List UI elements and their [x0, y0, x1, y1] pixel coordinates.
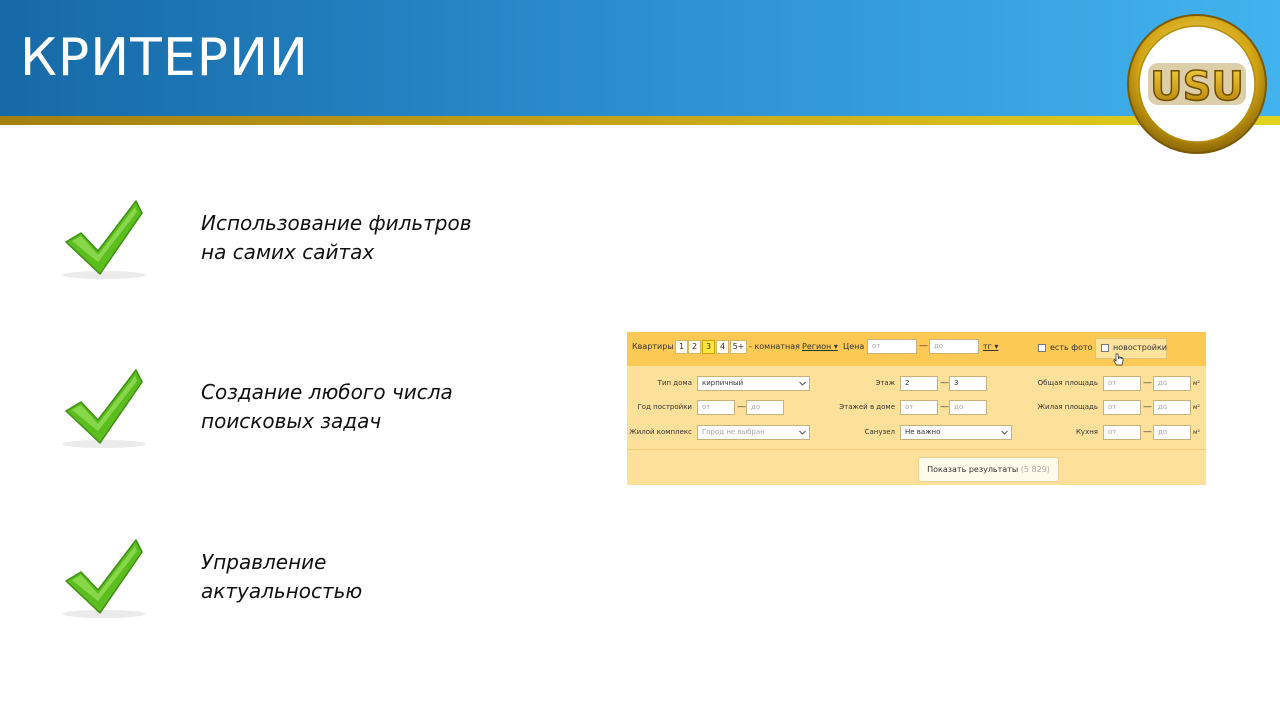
region-label: Регион: [802, 342, 832, 351]
currency-dropdown[interactable]: [983, 342, 998, 351]
bullet-item: [56, 537, 616, 627]
house-type-select[interactable]: [697, 376, 810, 391]
check-icon: [56, 537, 156, 627]
house-type-value: кирпичный: [702, 379, 744, 387]
bullet-text: [201, 378, 453, 436]
bathroom-select[interactable]: [900, 425, 1012, 440]
hand-cursor-icon: [1113, 353, 1124, 366]
living-area-label: Жилая площадь: [1037, 403, 1098, 411]
header-gold-stripe: [0, 116, 1280, 125]
has-photo-checkbox[interactable]: [1038, 344, 1046, 352]
range-dash: —: [919, 341, 928, 351]
range-dash: —: [1143, 427, 1152, 437]
new-buildings-label: новостройки: [1113, 343, 1167, 352]
bullet-text: [201, 548, 362, 606]
residential-complex-select[interactable]: [697, 425, 810, 440]
range-dash: —: [737, 402, 746, 412]
caret-down-icon: ▾: [994, 342, 999, 351]
check-icon: [56, 198, 156, 288]
bullet-line: поисковых задач: [201, 409, 382, 433]
floor-to-input[interactable]: 3: [949, 376, 987, 391]
caret-down-icon: ▾: [833, 342, 838, 351]
kitchen-to-input[interactable]: до: [1153, 425, 1191, 440]
chevron-down-icon: [1001, 429, 1008, 436]
currency-label: тг: [983, 342, 992, 351]
floor-label: Этаж: [875, 379, 895, 387]
floors-in-building-label: Этажей в доме: [839, 403, 895, 411]
room-option-2[interactable]: 2: [688, 340, 701, 354]
area-unit: м²: [1193, 429, 1200, 436]
bullet-line: на самих сайтах: [201, 240, 375, 264]
show-results-button[interactable]: [918, 457, 1059, 482]
price-label: Цена: [843, 342, 865, 351]
slide-title: КРИТЕРИИ: [20, 28, 309, 88]
range-dash: —: [1143, 378, 1152, 388]
area-unit: м²: [1193, 380, 1200, 387]
bullet-line: Управление: [201, 550, 327, 574]
total-area-from-input[interactable]: от: [1103, 376, 1141, 391]
total-area-to-input[interactable]: до: [1153, 376, 1191, 391]
bullet-line: Создание любого числа: [201, 380, 453, 404]
chevron-down-icon: [799, 429, 806, 436]
year-from-input[interactable]: от: [697, 400, 735, 415]
bullet-item: [56, 198, 616, 288]
room-option-3[interactable]: 3: [702, 340, 715, 354]
bullet-item: [56, 367, 616, 457]
floors-from-input[interactable]: от: [900, 400, 938, 415]
room-option-4[interactable]: 4: [716, 340, 729, 354]
price-to-input[interactable]: до: [929, 339, 979, 354]
living-area-from-input[interactable]: от: [1103, 400, 1141, 415]
range-dash: —: [940, 402, 949, 412]
chevron-down-icon: [799, 380, 806, 387]
house-type-label: Тип дома: [657, 379, 692, 387]
range-dash: —: [940, 378, 949, 388]
living-area-to-input[interactable]: до: [1153, 400, 1191, 415]
kitchen-from-input[interactable]: от: [1103, 425, 1141, 440]
total-area-label: Общая площадь: [1037, 379, 1098, 387]
new-buildings-checkbox[interactable]: [1101, 344, 1109, 352]
residential-complex-label: Жилой комплекс: [629, 428, 692, 436]
logo-text: USU: [1150, 64, 1244, 110]
bathroom-value: Не важно: [905, 428, 941, 436]
kitchen-label: Кухня: [1075, 428, 1098, 436]
year-built-label: Год постройки: [637, 403, 692, 411]
bullet-text: [201, 209, 472, 267]
has-photo-label: есть фото: [1050, 343, 1093, 352]
region-dropdown[interactable]: [802, 342, 838, 351]
floors-to-input[interactable]: до: [949, 400, 987, 415]
range-dash: —: [1143, 402, 1152, 412]
bullet-line: актуальностью: [201, 579, 363, 603]
floor-from-input[interactable]: 2: [900, 376, 938, 391]
room-option-1[interactable]: 1: [675, 340, 688, 354]
residential-complex-value: Город не выбран: [702, 428, 765, 436]
area-unit: м²: [1193, 404, 1200, 411]
filter-divider: [627, 449, 1206, 450]
apartments-label: Квартиры: [632, 342, 674, 351]
show-results-label: Показать результаты: [927, 465, 1019, 474]
bathroom-label: Санузел: [864, 428, 895, 436]
bullet-line: Использование фильтров: [201, 211, 472, 235]
usu-logo: [1126, 13, 1268, 155]
year-to-input[interactable]: до: [746, 400, 784, 415]
results-count: (5 829): [1020, 465, 1050, 474]
search-filter-panel: [627, 332, 1206, 485]
rooms-suffix: - комнатная: [749, 342, 800, 351]
room-option-5plus[interactable]: 5+: [730, 340, 747, 354]
price-from-input[interactable]: от: [867, 339, 917, 354]
check-icon: [56, 367, 156, 457]
